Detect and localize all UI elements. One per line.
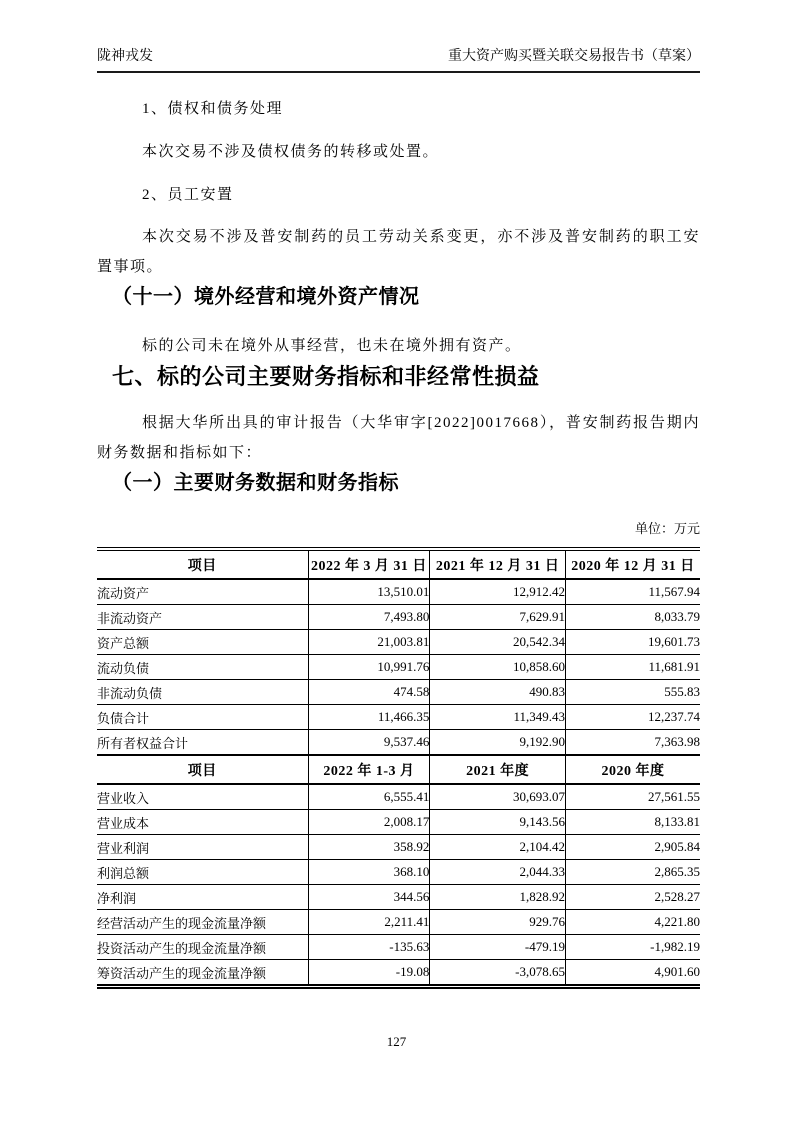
- row-value: 4,221.80: [566, 910, 700, 935]
- row-value: 9,537.46: [308, 730, 430, 756]
- row-value: 7,363.98: [566, 730, 700, 756]
- row-value: 490.83: [430, 680, 566, 705]
- income-cashflow-rows: [97, 784, 700, 987]
- table-row: [97, 655, 700, 680]
- list-item-1-title: 1、债权和债务处理: [142, 101, 284, 117]
- row-value: 12,912.42: [430, 579, 566, 605]
- table-row: [97, 910, 700, 935]
- row-value: -1,982.19: [566, 935, 700, 960]
- column-header-item-2: 项目: [97, 755, 308, 784]
- row-value: 20,542.34: [430, 630, 566, 655]
- section-11-text: 标的公司未在境外从事经营，也未在境外拥有资产。: [142, 338, 522, 354]
- column-header-2022-q1: 2022 年 1-3 月: [308, 755, 430, 784]
- table-row: [97, 705, 700, 730]
- row-value: 27,561.55: [566, 784, 700, 810]
- balance-sheet-rows: [97, 579, 700, 755]
- row-value: -479.19: [430, 935, 566, 960]
- row-value: 11,567.94: [566, 579, 700, 605]
- row-value: 12,237.74: [566, 705, 700, 730]
- row-label: 投资活动产生的现金流量净额: [97, 935, 308, 960]
- row-label: 净利润: [97, 885, 308, 910]
- table-header-row-balance: [97, 549, 700, 579]
- row-value: 13,510.01: [308, 579, 430, 605]
- row-value: -135.63: [308, 935, 430, 960]
- row-value: 10,991.76: [308, 655, 430, 680]
- row-value: 358.92: [308, 835, 430, 860]
- row-value: 2,008.17: [308, 810, 430, 835]
- running-header: [97, 48, 700, 73]
- row-value: 2,865.35: [566, 860, 700, 885]
- row-value: 11,349.43: [430, 705, 566, 730]
- section-7-heading: 七、标的公司主要财务指标和非经常性损益: [112, 364, 540, 389]
- table-row: [97, 630, 700, 655]
- table-row: [97, 605, 700, 630]
- list-item-2-title: 2、员工安置: [142, 187, 234, 203]
- row-label: 流动负债: [97, 655, 308, 680]
- header-right-title: 重大资产购买暨关联交易报告书（草案）: [448, 49, 700, 64]
- subsection-1-heading: （一）主要财务数据和财务指标: [112, 472, 399, 494]
- row-value: 9,192.90: [430, 730, 566, 756]
- header-left-title: 陇神戎发: [97, 49, 153, 64]
- column-header-2020-12-31: 2020 年 12 月 31 日: [566, 549, 700, 579]
- row-value: 6,555.41: [308, 784, 430, 810]
- row-value: 929.76: [430, 910, 566, 935]
- column-header-item: 项目: [97, 549, 308, 579]
- row-value: 7,629.91: [430, 605, 566, 630]
- row-label: 筹资活动产生的现金流量净额: [97, 960, 308, 987]
- unit-note: 单位：万元: [634, 521, 700, 536]
- row-value: 10,858.60: [430, 655, 566, 680]
- table-row: [97, 730, 700, 756]
- row-value: 11,466.35: [308, 705, 430, 730]
- row-value: 368.10: [308, 860, 430, 885]
- row-value: 30,693.07: [430, 784, 566, 810]
- list-item-2-text: 本次交易不涉及普安制药的员工劳动关系变更，亦不涉及普安制药的职工安置事项。: [97, 229, 700, 275]
- row-label: 营业收入: [97, 784, 308, 810]
- table-row: [97, 860, 700, 885]
- row-value: 4,901.60: [566, 960, 700, 987]
- table-header-row-income: [97, 755, 700, 784]
- column-header-2020-year: 2020 年度: [566, 755, 700, 784]
- table-row: [97, 810, 700, 835]
- section-11-heading: （十一）境外经营和境外资产情况: [112, 286, 420, 308]
- row-value: 7,493.80: [308, 605, 430, 630]
- column-header-2021-12-31: 2021 年 12 月 31 日: [430, 549, 566, 579]
- row-label: 营业利润: [97, 835, 308, 860]
- row-value: 9,143.56: [430, 810, 566, 835]
- row-value: 2,905.84: [566, 835, 700, 860]
- column-header-2022-03-31: 2022 年 3 月 31 日: [308, 549, 430, 579]
- row-value: -3,078.65: [430, 960, 566, 987]
- row-value: 2,104.42: [430, 835, 566, 860]
- row-label: 所有者权益合计: [97, 730, 308, 756]
- row-value: 344.56: [308, 885, 430, 910]
- row-value: 2,044.33: [430, 860, 566, 885]
- row-label: 营业成本: [97, 810, 308, 835]
- table-row: [97, 935, 700, 960]
- row-label: 利润总额: [97, 860, 308, 885]
- table-row: [97, 680, 700, 705]
- table-row: [97, 835, 700, 860]
- table-row: [97, 784, 700, 810]
- page-number: 127: [386, 1034, 407, 1049]
- row-value: 555.83: [566, 680, 700, 705]
- row-value: -19.08: [308, 960, 430, 987]
- column-header-2021-year: 2021 年度: [430, 755, 566, 784]
- row-value: 8,133.81: [566, 810, 700, 835]
- section-7-intro-text: 根据大华所出具的审计报告（大华审字[2022]0017668），普安制药报告期内财务数据和指标如下：: [97, 415, 700, 461]
- financial-table: [97, 547, 700, 989]
- row-label: 非流动资产: [97, 605, 308, 630]
- row-value: 19,601.73: [566, 630, 700, 655]
- row-label: 非流动负债: [97, 680, 308, 705]
- row-value: 21,003.81: [308, 630, 430, 655]
- row-value: 11,681.91: [566, 655, 700, 680]
- row-label: 经营活动产生的现金流量净额: [97, 910, 308, 935]
- row-value: 474.58: [308, 680, 430, 705]
- table-row: [97, 579, 700, 605]
- list-item-1-text: 本次交易不涉及债权债务的转移或处置。: [142, 144, 440, 160]
- row-value: 1,828.92: [430, 885, 566, 910]
- table-row: [97, 960, 700, 987]
- row-label: 流动资产: [97, 579, 308, 605]
- row-label: 负债合计: [97, 705, 308, 730]
- row-value: 2,528.27: [566, 885, 700, 910]
- row-label: 资产总额: [97, 630, 308, 655]
- row-value: 8,033.79: [566, 605, 700, 630]
- row-value: 2,211.41: [308, 910, 430, 935]
- table-row: [97, 885, 700, 910]
